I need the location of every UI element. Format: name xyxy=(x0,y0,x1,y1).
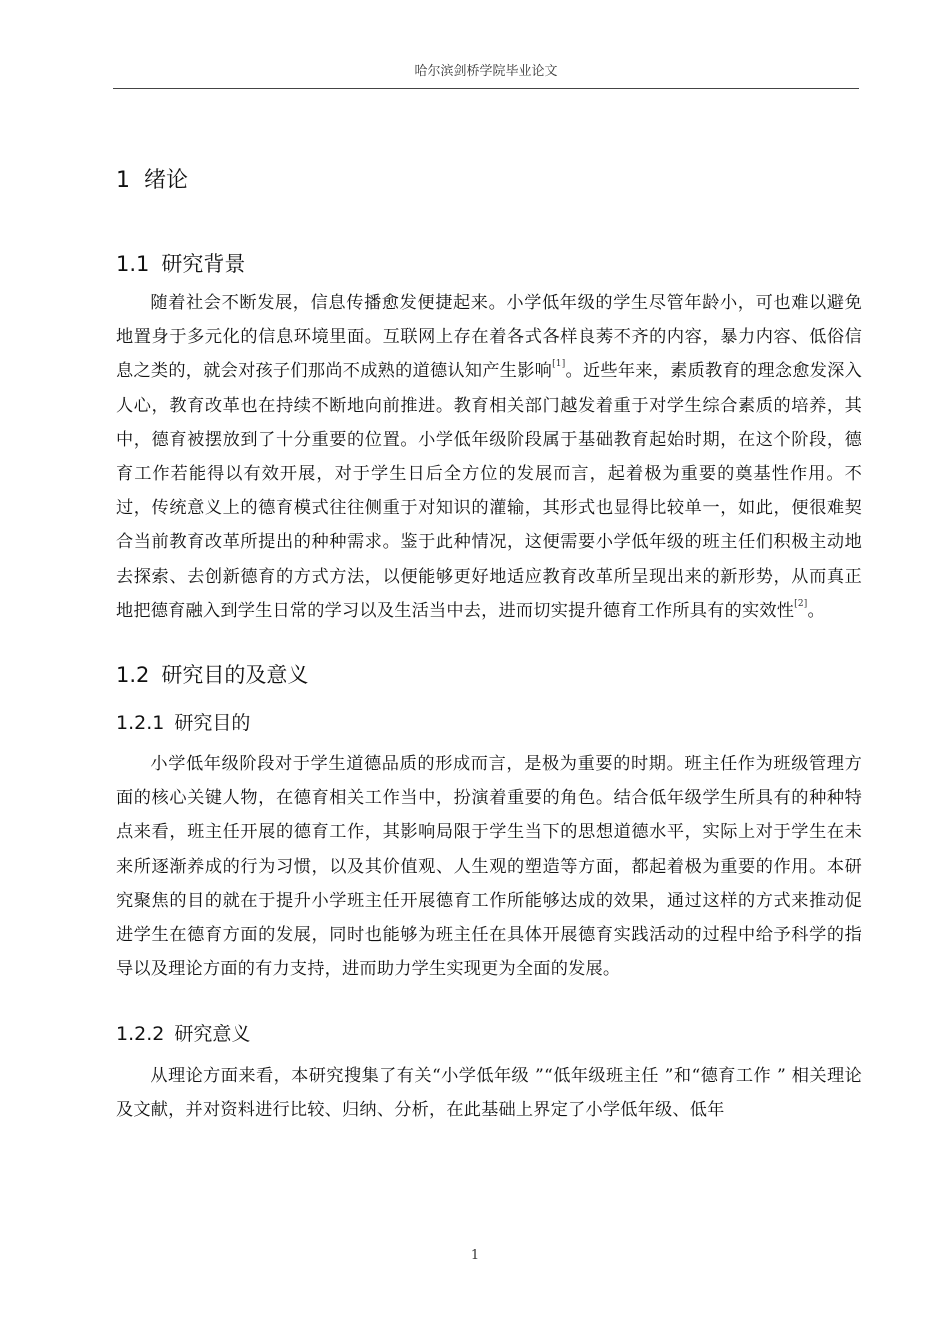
subsection-heading-purpose xyxy=(116,708,250,735)
paragraph-text: 。 xyxy=(807,600,825,621)
subsection-heading-meaning xyxy=(116,1019,250,1046)
subsection-number: 1.2.2 xyxy=(116,1023,165,1045)
paragraph-meaning xyxy=(116,1059,862,1127)
section-title: 研究背景 xyxy=(161,252,246,276)
chapter-number: 1 xyxy=(116,168,130,193)
subsection-title: 研究意义 xyxy=(174,1023,251,1045)
chapter-heading xyxy=(116,163,188,194)
section-heading-background xyxy=(116,248,245,278)
paragraph-text: 随着社会不断发展，信息传播愈发便捷起来。小学低年级的学生尽管年龄小，可也难以避免地置身于多元化的信息环境里面。互联网上存在着各式各样良莠不齐的内容，暴力内容、低俗信息之类的，就会对孩子们那尚不成熟的道德认知产生影响 xyxy=(116,293,862,382)
citation-ref-2: [2] xyxy=(794,598,808,609)
subsection-number: 1.2.1 xyxy=(116,712,165,734)
paragraph-text: 。近些年来，素质教育的理念愈发深入人心，教育改革也在持续不断地向前推进。教育相关部门越发着重于对学生综合素质的培养，其中，德育被摆放到了十分重要的位置。小学低年级阶段属于基础教育起始时期，在这个阶段，德育工作若能得以有效开展，对于学生日后全方位的发展而言，起着极为重要的奠基性作用。不过，传统意义上的德育模式往往侧重于对知识的灌输，其形式也显得比较单一，如此，便很难契合当前教育改革所提出的种种需求。鉴于此种情况，这便需要小学低年级的班主任们积极主动地去探索、去创新德育的方式方法，以便能够更好地适应教育改革所呈现出来的新形势，从而真正地把德育融入到学生日常的学习以及生活当中去，进而切实提升德育工作所具有的实效性 xyxy=(116,361,862,621)
paragraph-text: 小学低年级阶段对于学生道德品质的形成而言，是极为重要的时期。班主任作为班级管理方面的核心关键人物，在德育相关工作当中，扮演着重要的角色。结合低年级学生所具有的种种特点来看，班主任开展的德育工作，其影响局限于学生当下的思想道德水平，实际上对于学生在未来所逐渐养成的行为习惯，以及其价值观、人生观的塑造等方面，都起着极为重要的作用。本研究聚焦的目的就在于提升小学班主任开展德育工作所能够达成的效果，通过这样的方式来推动促进学生在德育方面的发展，同时也能够为班主任在具体开展德育实践活动的过程中给予科学的指导以及理论方面的有力支持，进而助力学生实现更为全面的发展。 xyxy=(116,754,862,980)
paragraph-background xyxy=(116,286,862,628)
section-title: 研究目的及意义 xyxy=(161,663,309,687)
subsection-title: 研究目的 xyxy=(174,712,251,734)
paragraph-text: 从理论方面来看，本研究搜集了有关“小学低年级 ”“低年级班主任 ”和“德育工作 ” 相关理论及文献，并对资料进行比较、归纳、分析，在此基础上界定了小学低年级、低年 xyxy=(116,1066,862,1121)
page-number: 1 xyxy=(470,1248,480,1263)
citation-ref-1: [1] xyxy=(552,359,566,370)
section-number: 1.2 xyxy=(116,663,150,687)
paragraph-purpose xyxy=(116,747,862,986)
chapter-title: 绪论 xyxy=(144,168,189,193)
section-heading-purpose-meaning xyxy=(116,659,308,689)
header-title: 哈尔滨剑桥学院毕业论文 xyxy=(414,64,558,79)
section-number: 1.1 xyxy=(116,252,150,276)
page-header xyxy=(113,62,859,89)
